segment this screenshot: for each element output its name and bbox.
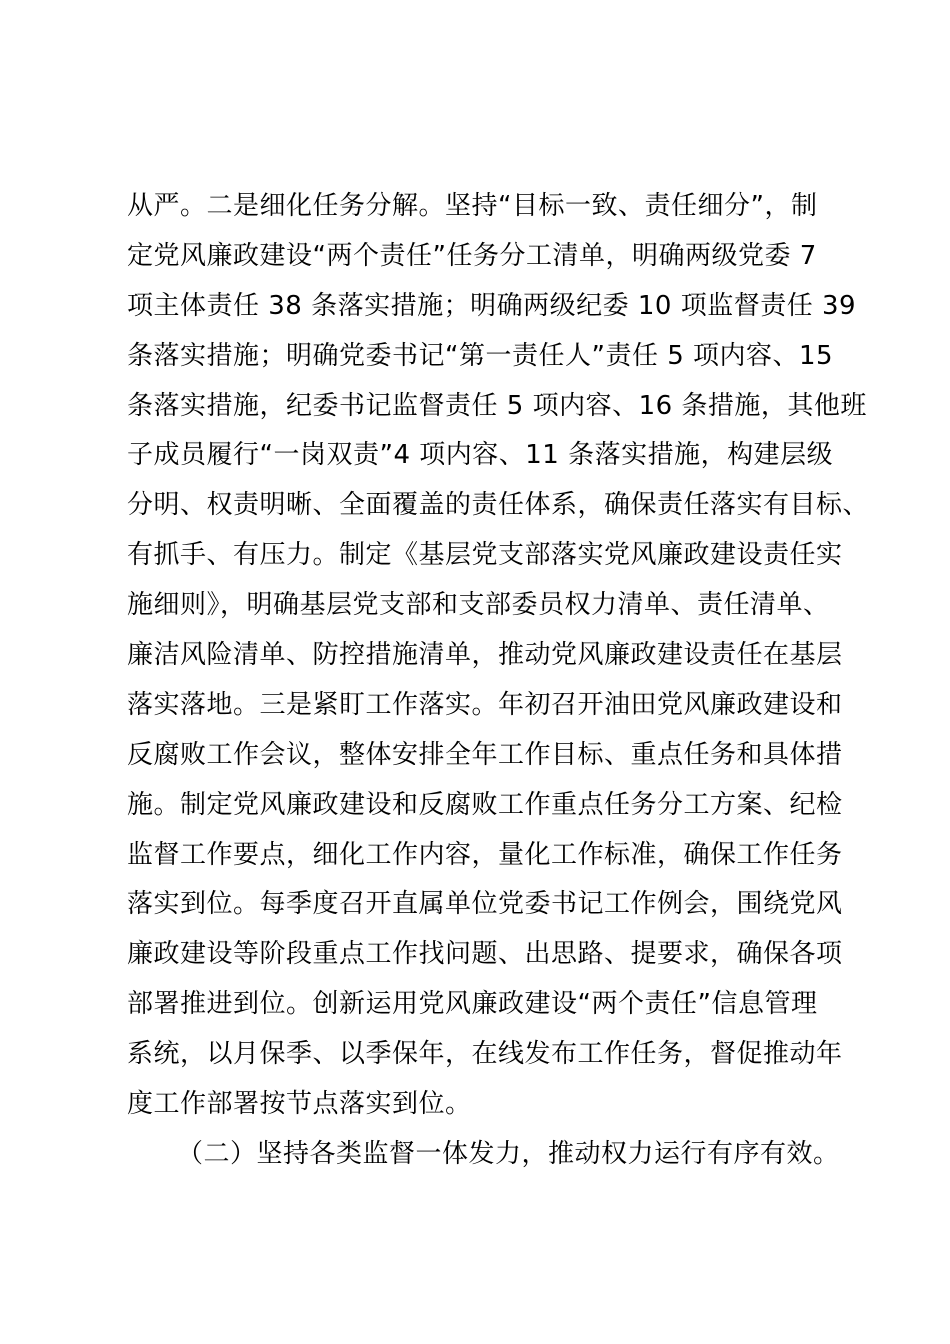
body-line-12: 反腐败工作会议，整体安排全年工作目标、重点任务和具体措 bbox=[127, 739, 843, 770]
body-line-6: 子成员履行“一岗双责”4 项内容、11 条落实措施，构建层级 bbox=[127, 440, 834, 471]
section-heading: （二）坚持各类监督一体发力，推动权力运行有序有效。 bbox=[177, 1138, 840, 1169]
body-line-11: 落实落地。三是紧盯工作落实。年初召开油田党风廉政建设和 bbox=[127, 689, 843, 720]
body-line-2: 定党风廉政建设“两个责任”任务分工清单，明确两级党委 7 bbox=[127, 240, 817, 271]
body-line-10: 廉洁风险清单、防控措施清单，推动党风廉政建设责任在基层 bbox=[127, 640, 843, 671]
body-line-15: 落实到位。每季度召开直属单位党委书记工作例会，围绕党风 bbox=[127, 889, 843, 920]
document-body bbox=[127, 182, 870, 1180]
body-line-13: 施。制定党风廉政建设和反腐败工作重点任务分工方案、纪检 bbox=[127, 789, 843, 820]
body-line-1: 从严。二是细化任务分解。坚持“目标一致、责任细分”，制 bbox=[127, 191, 818, 221]
body-line-9: 施细则》，明确基层党支部和支部委员权力清单、责任清单、 bbox=[127, 590, 830, 621]
body-line-8: 有抓手、有压力。制定《基层党支部落实党风廉政建设责任实 bbox=[127, 540, 843, 571]
body-line-19: 度工作部署按节点落实到位。 bbox=[127, 1089, 472, 1120]
body-line-7: 分明、权责明晰、全面覆盖的责任体系，确保责任落实有目标、 bbox=[127, 490, 870, 521]
body-line-4: 条落实措施；明确党委书记“第一责任人”责任 5 项内容、15 bbox=[127, 340, 834, 371]
body-line-17: 部署推进到位。创新运用党风廉政建设“两个责任”信息管理 bbox=[127, 989, 818, 1020]
body-line-16: 廉政建设等阶段重点工作找问题、出思路、提要求，确保各项 bbox=[127, 939, 843, 970]
body-line-5: 条落实措施，纪委书记监督责任 5 项内容、16 条措施，其他班 bbox=[127, 390, 867, 421]
body-line-3: 项主体责任 38 条落实措施；明确两级纪委 10 项监督责任 39 bbox=[127, 290, 857, 321]
body-line-18: 系统，以月保季、以季保年，在线发布工作任务，督促推动年 bbox=[127, 1039, 843, 1070]
body-line-14: 监督工作要点，细化工作内容，量化工作标准，确保工作任务 bbox=[127, 839, 843, 870]
